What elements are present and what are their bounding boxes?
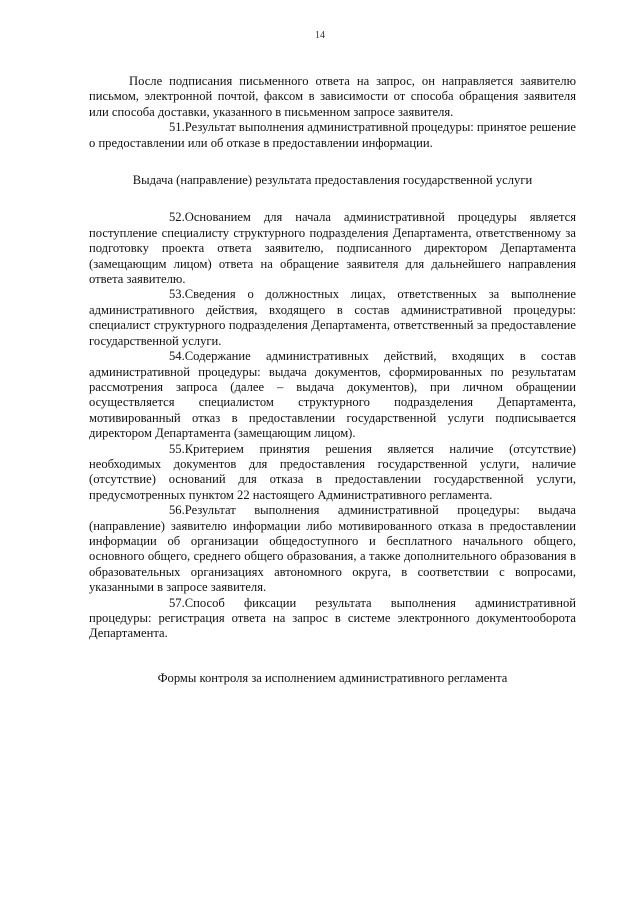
page-number: 14 xyxy=(315,30,325,41)
paragraph-57 xyxy=(89,596,576,642)
paragraph-54 xyxy=(89,349,576,441)
paragraph-number: 51. xyxy=(169,120,185,135)
paragraph-number: 54. xyxy=(169,349,185,364)
paragraph-number: 55. xyxy=(169,441,185,456)
paragraph-text: Способ фиксации результата выполнения административной процедуры: регистрация ответа на запрос в системе электронного документооборота Департамента. xyxy=(89,595,576,641)
paragraph-number: 57. xyxy=(169,595,185,610)
paragraph-52 xyxy=(89,210,576,287)
paragraph-number: 56. xyxy=(169,503,185,518)
paragraph-text: Критерием принятия решения является наличие (отсутствие) необходимых документов для предоставления государственной услуги, наличие (отсутствие) оснований для отказа в предоставлении государственной услуги, предусмотренных пунктом 22 настоящего Административного регламента. xyxy=(89,441,576,502)
paragraph-53 xyxy=(89,287,576,349)
intro-paragraph: После подписания письменного ответа на запрос, он направляется заявителю письмом, электронной почтой, факсом в зависимости от способа обращения заявителя или способа доставки, указанного в письменном запросе заявителя. xyxy=(89,74,576,119)
paragraph-text: Содержание административных действий, входящих в состав административной процедуры: выдача документов, сформированных по результатам рассмотрения запроса (далее – выдача документов), при личном обращении осуществляется специалистом структурного подразделения Департамента, мотивированный отказ в предоставлении государственной услуги подписывается директором Департамента (замещающим лицом). xyxy=(89,349,576,441)
paragraph-text: Результат выполнения административной процедуры: принятое решение о предоставлении или об отказе в предоставлении информации. xyxy=(89,120,577,150)
section-heading-control: Формы контроля за исполнением административного регламента xyxy=(157,670,508,685)
paragraph-51 xyxy=(89,120,576,151)
document-body xyxy=(89,74,576,686)
paragraph-55 xyxy=(89,442,576,504)
paragraph-56 xyxy=(89,503,576,595)
paragraph-number: 52. xyxy=(169,210,185,225)
paragraph-text: Сведения о должностных лицах, ответственных за выполнение административного действия, входящего в состав административной процедуры: специалист структурного подразделения Департамента, ответственный за предоставление государственной услуги. xyxy=(89,287,576,348)
paragraph-text: Результат выполнения административной процедуры: выдача (направление) заявителю информации либо мотивированного отказа в предоставлении информации об организации общедоступного и бесплатного начального общего, основного общего, среднего общего образования, а также дополнительного образования в образовательных организациях автономного округа, в соответствии с вопросами, указанными в запросе заявителя. xyxy=(89,503,576,595)
section-heading-issuance: Выдача (направление) результата предоставления государственной услуги xyxy=(132,173,533,188)
paragraph-text: Основанием для начала административной процедуры является поступление специалисту структурного подразделения Департамента, ответственному за подготовку проекта ответа заявителю, подписанного директором Департамента (замещающим лицом) ответа на обращение заявителя для дальнейшего направления ответа заявителю. xyxy=(89,210,576,287)
paragraph-number: 53. xyxy=(169,287,185,302)
